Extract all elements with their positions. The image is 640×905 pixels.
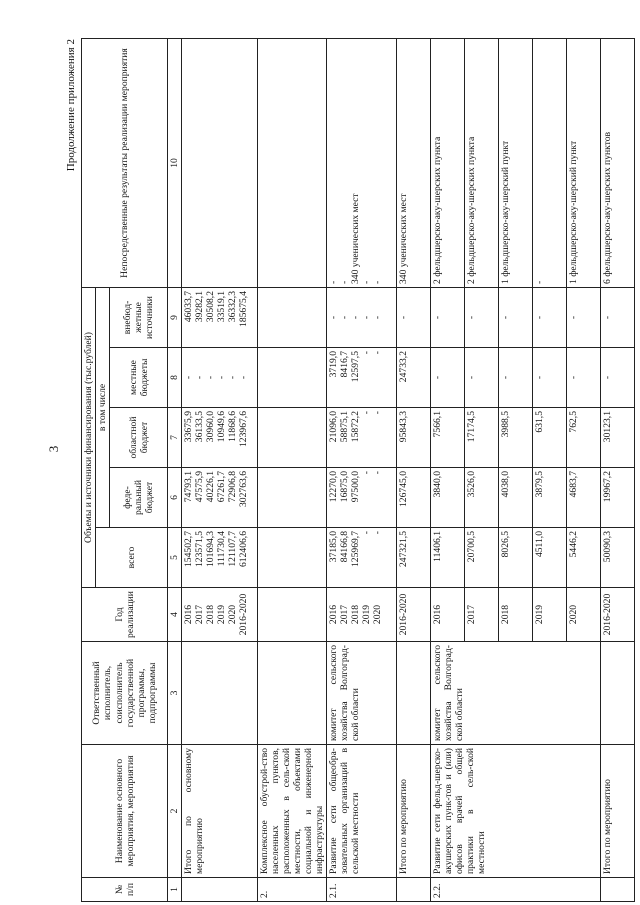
cell-local — [258, 348, 327, 408]
header-extrabudget: внебюд-жетные источники — [110, 287, 168, 347]
cell-total — [258, 528, 327, 588]
col-number: 7 — [168, 408, 182, 468]
cell-name: Развитие сети общеобра-зовательных организаций в сельской местности — [327, 745, 397, 878]
cell-total: 50090,3 — [601, 528, 635, 588]
cell-local: - — [431, 348, 465, 408]
header-responsible: Ответственный исполнитель, соисполнитель государственной программы, подпрограммы — [82, 642, 168, 745]
cell-regional: 21096,0 58875,1 15872,2 - - — [327, 408, 397, 468]
table-row — [258, 38, 327, 901]
cell-results: 6 фельдшерско-аку-шерских пунктов — [601, 38, 635, 287]
cell-num — [182, 878, 258, 902]
cell-years: 2016 2017 2018 2019 2020 — [327, 588, 397, 642]
cell-years: 2017 — [465, 588, 499, 642]
header-total: всего — [96, 528, 168, 588]
col-number: 6 — [168, 468, 182, 528]
cell-federal: 4683,7 — [567, 468, 601, 528]
col-number: 10 — [168, 38, 182, 287]
cell-num: 2.2. — [431, 878, 601, 902]
column-number-row — [168, 38, 182, 901]
col-number: 9 — [168, 287, 182, 347]
cell-results: 1 фельдшерско-аку-шерский пункт — [499, 38, 533, 287]
cell-regional — [258, 408, 327, 468]
cell-results: - - 340 ученических мест - - — [327, 38, 397, 287]
cell-years: 2020 — [567, 588, 601, 642]
rotated-table-region — [65, 39, 625, 902]
col-number: 5 — [168, 528, 182, 588]
table-row — [431, 38, 465, 901]
cell-results: 2 фельдшерско-аку-шерских пункта — [465, 38, 499, 287]
cell-extrabudget: - — [601, 287, 635, 347]
cell-name: Итого по мероприятию — [601, 745, 635, 878]
cell-total: 154502,7 123571,5 101694,3 111730,4 121107,7 612406,6 — [182, 528, 258, 588]
cell-regional: 17174,5 — [465, 408, 499, 468]
cell-local: 24733,2 — [397, 348, 431, 408]
cell-responsible: комитет сельского хозяйства Волгоград-ской области — [327, 642, 397, 745]
cell-federal: 3526,0 — [465, 468, 499, 528]
cell-federal: 4038,0 — [499, 468, 533, 528]
cell-regional: 7566,1 — [431, 408, 465, 468]
col-number: 4 — [168, 588, 182, 642]
cell-responsible — [182, 642, 258, 745]
table-row — [397, 38, 431, 901]
cell-num: 2. — [258, 878, 327, 902]
cell-extrabudget: 46033,7 39282,1 30508,2 33519,1 36332,3 185675,4 — [182, 287, 258, 347]
cell-federal — [258, 468, 327, 528]
cell-years: 2016-2020 — [397, 588, 431, 642]
funding-table — [81, 38, 635, 902]
cell-results: 340 ученических мест — [397, 38, 431, 287]
cell-total: 5446,2 — [567, 528, 601, 588]
col-number: 8 — [168, 348, 182, 408]
cell-years: 2016 2017 2018 2019 2020 2016-2020 — [182, 588, 258, 642]
header-funding-group: Объемы и источники финансирования (тыс.рублей) — [82, 287, 96, 587]
cell-local: - — [465, 348, 499, 408]
table-row — [182, 38, 258, 901]
header-regional: областной бюджет — [110, 408, 168, 468]
cell-name: Комплексное обустрой-ство населенных пунктов, расположенных в сель-ской местности, объектами социальной и инженерной инфраструктуры — [258, 745, 327, 878]
cell-total: 11406,1 — [431, 528, 465, 588]
cell-years: 2018 — [499, 588, 533, 642]
cell-results: 1 фельдшерско-аку-шерский пункт — [567, 38, 601, 287]
cell-years: 2016 — [431, 588, 465, 642]
col-number: 2 — [168, 745, 182, 878]
cell-responsible — [601, 642, 635, 745]
cell-num — [397, 878, 431, 902]
cell-name: Развитие сети фельд-шерско-акушерских пунк-тов и (или) офисов врачей общей практики в сель-ской местности — [431, 745, 601, 878]
cell-num — [601, 878, 635, 902]
table-row — [601, 38, 635, 901]
header-results: Непосредственные результаты реализации мероприятия — [82, 38, 168, 287]
cell-total: 247321,5 — [397, 528, 431, 588]
cell-total: 8026,5 — [499, 528, 533, 588]
cell-federal: 12270,0 16875,0 97500,0 - - — [327, 468, 397, 528]
cell-extrabudget: - — [397, 287, 431, 347]
cell-years: 2016-2020 — [601, 588, 635, 642]
cell-federal: 74793,1 47575,9 40226,1 67261,7 72906,8 302763,6 — [182, 468, 258, 528]
cell-local: - — [499, 348, 533, 408]
page-number: 3 — [46, 445, 61, 453]
cell-name: Итого по мероприятию — [397, 745, 431, 878]
cell-regional: 762,5 — [567, 408, 601, 468]
col-number: 3 — [168, 642, 182, 745]
cell-local: - - - - - - — [182, 348, 258, 408]
cell-regional: 95843,3 — [397, 408, 431, 468]
cell-num: 2.1. — [327, 878, 397, 902]
cell-years: 2019 — [533, 588, 567, 642]
cell-local: 3719,0 8416,7 12597,5 - - — [327, 348, 397, 408]
cell-results — [182, 38, 258, 287]
col-number: 1 — [168, 878, 182, 902]
cell-regional: 631,5 — [533, 408, 567, 468]
cell-regional: 3988,5 — [499, 408, 533, 468]
cell-local: - — [601, 348, 635, 408]
cell-regional: 30123,1 — [601, 408, 635, 468]
cell-extrabudget: - — [533, 287, 567, 347]
cell-extrabudget: - — [567, 287, 601, 347]
cell-extrabudget: - — [465, 287, 499, 347]
header-year: Год реализации — [82, 588, 168, 642]
header-federal: феде-ральный бюджет — [110, 468, 168, 528]
cell-years — [258, 588, 327, 642]
header-num: № п/п — [82, 878, 168, 902]
table-row — [327, 38, 397, 901]
header-name: Наименование основного мероприятия, мероприятия — [82, 745, 168, 878]
header-including: в том числе — [96, 287, 110, 527]
continuation-title: Продолжение приложения 2 — [65, 39, 77, 172]
header-local: местные бюджеты — [110, 348, 168, 408]
cell-extrabudget — [258, 287, 327, 347]
cell-results: 2 фельдшерско-аку-шерских пункта — [431, 38, 465, 287]
cell-results — [258, 38, 327, 287]
cell-federal: 126745,0 — [397, 468, 431, 528]
cell-federal: 3879,5 — [533, 468, 567, 528]
cell-total: 37185,0 84166,8 125969,7 - - — [327, 528, 397, 588]
cell-regional: 33675,9 36133,5 30960,0 10949,6 11868,6 123967,6 — [182, 408, 258, 468]
cell-total: 20700,5 — [465, 528, 499, 588]
cell-results: - — [533, 38, 567, 287]
cell-responsible — [397, 642, 431, 745]
cell-extrabudget: - - - - - — [327, 287, 397, 347]
cell-local: - — [567, 348, 601, 408]
cell-federal: 3840,0 — [431, 468, 465, 528]
cell-local: - — [533, 348, 567, 408]
cell-responsible — [258, 642, 327, 745]
cell-federal: 19967,2 — [601, 468, 635, 528]
cell-total: 4511,0 — [533, 528, 567, 588]
cell-responsible: комитет сельского хозяйства Волгоград-ской области — [431, 642, 601, 745]
cell-extrabudget: - — [499, 287, 533, 347]
cell-name: Итого по основному мероприятию — [182, 745, 258, 878]
cell-extrabudget: - — [431, 287, 465, 347]
